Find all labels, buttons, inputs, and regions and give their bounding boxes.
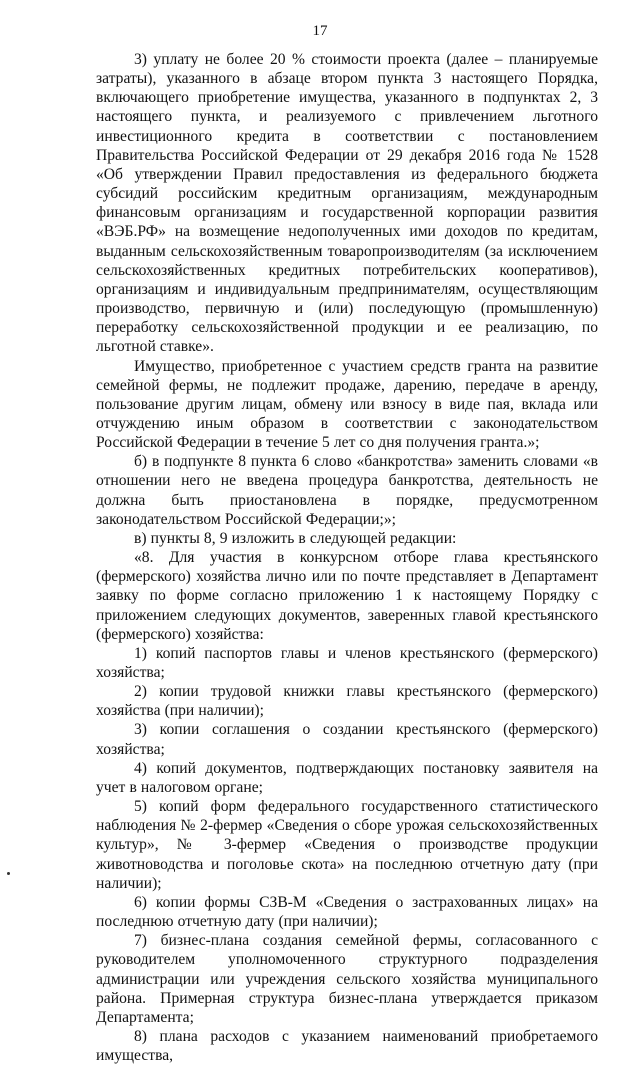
list-item-8: 8) плана расходов с указанием наименований приобретаемого имущества,	[96, 1027, 598, 1065]
page-number: 17	[312, 23, 328, 39]
list-item-5: 5) копий форм федерального государственного статистического наблюдения № 2-фермер «Сведения о сборе урожая сельскохозяйственных культур», № 3-фермер «Сведения о производстве продукции животноводства и поголовье скота» на последнюю отчетную дату (при наличии);	[96, 798, 598, 892]
paragraph-subitem-3: 3) уплату не более 20 % стоимости проекта (далее – планируемые затраты), указанного в абзаце втором пункта 3 настоящего Порядка, включающего приобретение имущества, указанного в подпунктах 2, 3 настоящего пункта, и реализуемого с привлечением льготного инвестиционного кредита в соответствии с постановлением Правительства Российской Федерации от 29 декабря 2016 года № 1528 «Об утверждении Правил предоставления из федерального бюджета субсидий российским кредитным организациям, международным финансовым организациям и государственной корпорации развития «ВЭБ.РФ» на возмещение недополученных ими доходов по кредитам, выданным сельскохозяйственным товаропроизводителям (за исключением сельскохозяйственных кредитных потребительских кооперативов), организациям и индивидуальным предпринимателям, осуществляющим производство, первичную и (или) последующую (промышленную) переработку сельскохозяйственной продукции и ее реализацию, по льготной ставке».	[96, 51, 598, 356]
list-item-7: 7) бизнес-плана создания семейной фермы, согласованного с руководителем уполномоченного структурного подразделения администрации или учреждения сельского хозяйства муниципального района. Примерная структура бизнес-плана утверждается приказом Департамента;	[96, 932, 598, 1026]
list-item-3: 3) копии соглашения о создании крестьянского (фермерского) хозяйства;	[96, 721, 598, 758]
document-body	[96, 50, 598, 1065]
list-item-4: 4) копий документов, подтверждающих постановку заявителя на учет в налоговом органе;	[96, 759, 598, 796]
paragraph-item-8: «8. Для участия в конкурсном отборе глава крестьянского (фермерского) хозяйства лично или по почте представляет в Департамент заявку по форме согласно приложению 1 к настоящему Порядку с приложением следующих документов, заверенных главой крестьянского (фермерского) хозяйства:	[96, 549, 598, 643]
paragraph-property-restriction: Имущество, приобретенное с участием средств гранта на развитие семейной фермы, не подлежит продаже, дарению, передаче в аренду, пользование другим лицам, обмену или взносу в виде пая, вклада или отчуждению иным образом в соответствии с законодательством Российской Федерации в течение 5 лет со дня получения гранта.»;	[96, 357, 598, 452]
scan-dot-mark	[7, 872, 10, 875]
list-item-1: 1) копий паспортов главы и членов крестьянского (фермерского) хозяйства;	[96, 644, 598, 681]
list-item-2: 2) копии трудовой книжки главы крестьянского (фермерского) хозяйства (при наличии);	[96, 683, 598, 720]
list-item-6: 6) копии формы СЗВ-М «Сведения о застрахованных лицах» на последнюю отчетную дату (при наличии);	[96, 893, 598, 931]
paragraph-amendment-b: б) в подпункте 8 пункта 6 слово «банкротства» заменить словами «в отношении него не введена процедура банкротства, деятельность не должна быть приостановлена в порядке, предусмотренном законодательством Российской Федерации;»;	[96, 453, 598, 528]
paragraph-amendment-v: в) пункты 8, 9 изложить в следующей редакции:	[134, 529, 457, 547]
